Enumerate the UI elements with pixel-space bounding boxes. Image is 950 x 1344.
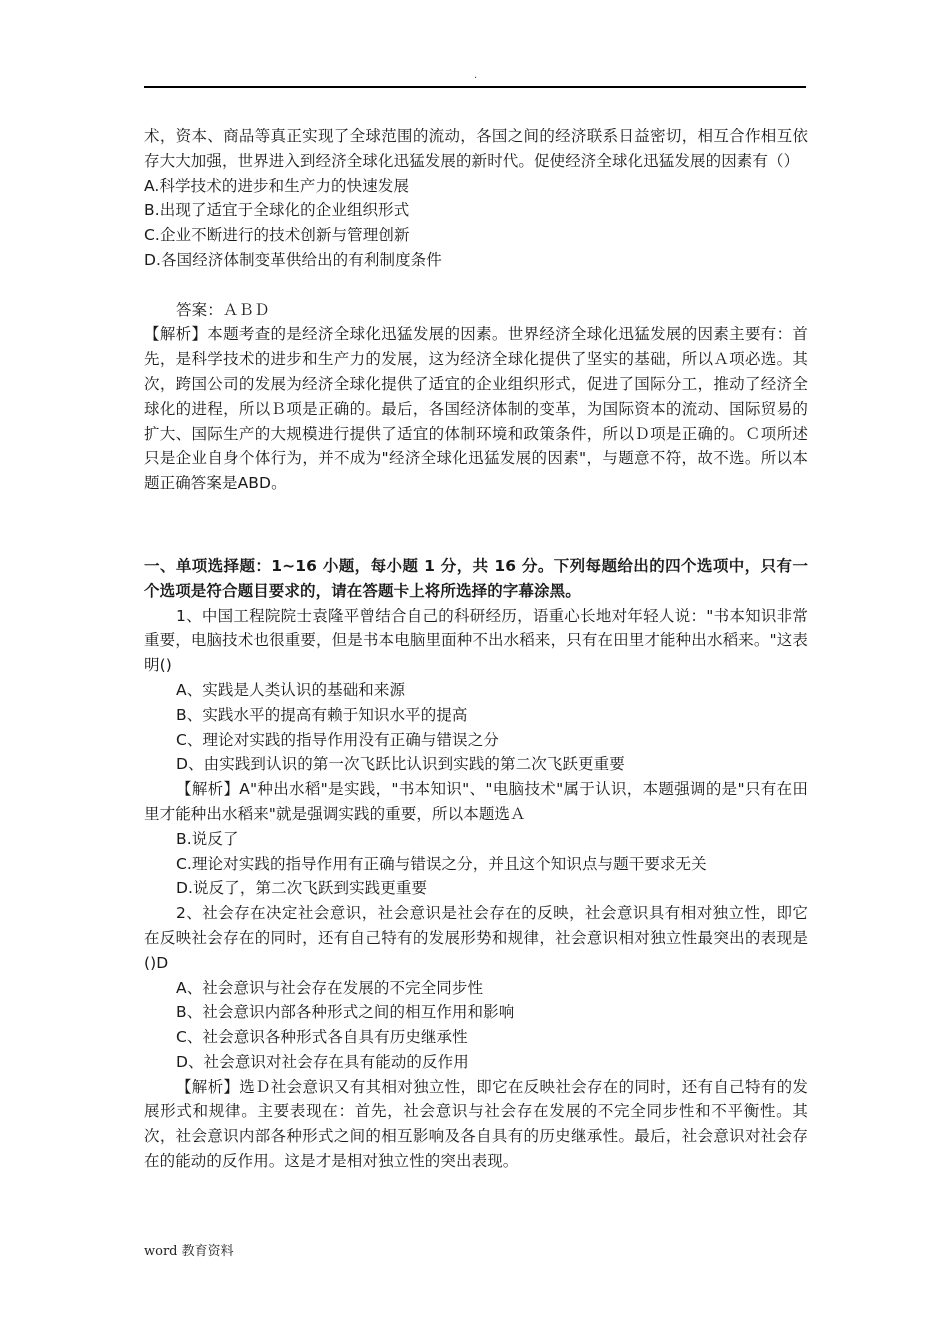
question-1-option-a: A、实践是人类认识的基础和来源 [176,680,406,699]
question-1-note-d: D.说反了，第二次飞跃到实践更重要 [176,879,428,898]
header-rule [144,86,806,88]
question-2-option-b: B、社会意识内部各种形式之间的相互作用和影响 [176,1003,515,1022]
question-1-option-d: D、由实践到认识的第一次飞跃比认识到实践的第二次飞跃更重要 [176,755,625,774]
question-1-note-b: B.说反了 [176,829,239,848]
section-heading: 一、单项选择题：1~16 小题，每小题 1 分，共 16 分。下列每题给出的四个选项中，只有一个选项是符合题目要求的，请在答题卡上将所选择的字幕涂黑。 [144,556,808,600]
spacer [144,496,808,554]
question-1-note-c: C.理论对实践的指导作用有正确与错误之分，并且这个知识点与题干要求无关 [176,854,707,873]
question-1-option-b: B、实践水平的提高有赖于知识水平的提高 [176,705,468,724]
question-2-option-c: C、社会意识各种形式各自具有历史继承性 [176,1028,468,1047]
document-body [144,124,808,1174]
question-1-option-c: C、理论对实践的指导作用没有正确与错误之分 [176,730,499,749]
footer-label: word 教育资料 [144,1244,234,1259]
analysis-paragraph: 【解析】本题考查的是经济全球化迅猛发展的因素。世界经济全球化迅猛发展的因素主要有：首先，是科学技术的进步和生产力的发展，这为经济全球化提供了坚实的基础，所以Ａ项必选。其次，跨国公司的发展为经济全球化提供了适宜的企业组织形式，促进了国际分工，推动了经济全球化的进程，所以Ｂ项是正确的。最后，各国经济体制的变革，为国际资本的流动、国际贸易的扩大、国际生产的大规模进行提供了适宜的体制环境和政策条件，所以Ｄ项是正确的。Ｃ项所述只是企业自身个体行为，并不成为"经济全球化迅猛发展的因素"，与题意不符，故不选。所以本题正确答案是ABD。 [144,325,808,493]
option-c: C.企业不断进行的技术创新与管理创新 [144,226,410,245]
question-2-option-a: A、社会意识与社会存在发展的不完全同步性 [176,978,484,997]
question-2-analysis: 【解析】选Ｄ社会意识又有其相对独立性，即它在反映社会存在的同时，还有自己特有的发展形式和规律。主要表现在：首先，社会意识与社会存在发展的不完全同步性和不平衡性。其次，社会意识内部各种形式之间的相互影响及各自具有的历史继承性。最后，社会意识对社会存在的能动的反作用。这是才是相对独立性的突出表现。 [144,1077,808,1171]
header-dot: . [474,70,478,81]
option-b: B.出现了适宜于全球化的企业组织形式 [144,201,410,220]
question-stem: 术，资本、商品等真正实现了全球范围的流动，各国之间的经济联系日益密切，相互合作相互依存大大加强，世界进入到经济全球化迅猛发展的新时代。促使经济全球化迅猛发展的因素有（） [144,127,808,170]
option-d: D.各国经济体制变革供给出的有利制度条件 [144,250,442,269]
question-1-stem: 1、中国工程院院士袁隆平曾结合自己的科研经历，语重心长地对年轻人说："书本知识非常重要，电脑技术也很重要，但是书本电脑里面种不出水稻来，只有在田里才能种出水稻来。"这表明() [144,606,808,675]
spacer [144,273,808,298]
question-2-stem: 2、社会存在决定社会意识，社会意识是社会存在的反映，社会意识具有相对独立性，即它在反映社会存在的同时，还有自己特有的发展形势和规律，社会意识相对独立性最突出的表现是()D [144,904,808,972]
answer-line: 答案：ＡＢＤ [176,300,270,319]
option-a: A.科学技术的进步和生产力的快速发展 [144,176,410,195]
question-1-analysis: 【解析】A"种出水稻"是实践，"书本知识"、"电脑技术"属于认识，本题强调的是"只有在田里才能种出水稻来"就是强调实践的重要，所以本题选Ａ [144,780,808,823]
question-2-option-d: D、社会意识对社会存在具有能动的反作用 [176,1052,469,1071]
